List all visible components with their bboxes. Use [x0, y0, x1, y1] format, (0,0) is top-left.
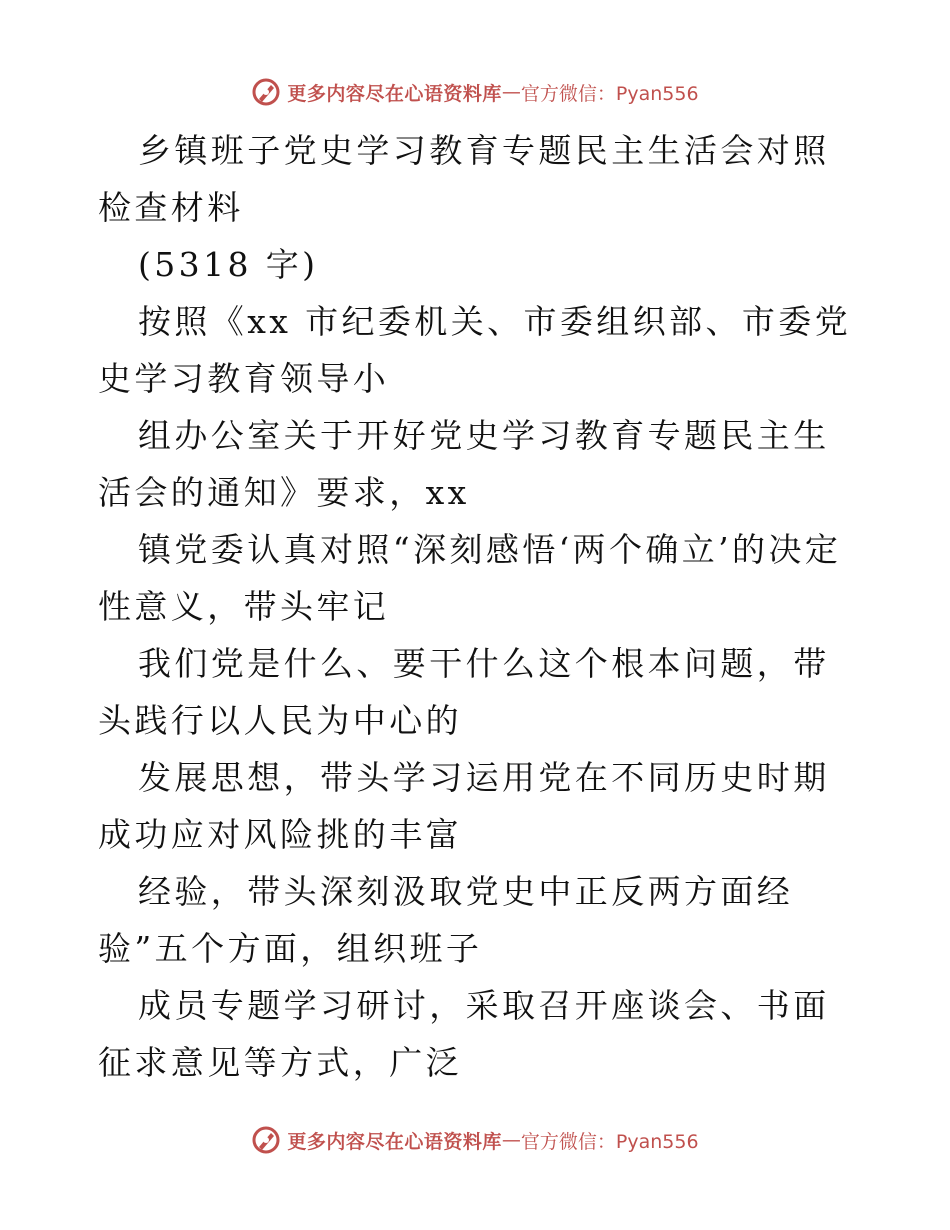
paragraph: 成员专题学习研讨，采取召开座谈会、书面征求意见等方式，广泛: [98, 986, 830, 1082]
paragraph: 按照《xx 市纪委机关、市委组织部、市委党史学习教育领导小: [98, 302, 852, 398]
document-title: 乡镇班子党史学习教育专题民主生活会对照检查材料: [98, 131, 830, 227]
footer-banner: [0, 1120, 950, 1160]
word-count: (5318 字): [138, 245, 319, 284]
header-banner-text: 更多内容尽在心语资料库: [287, 82, 502, 105]
document-body: [98, 122, 858, 1091]
paragraph: 经验，带头深刻汲取党史中正反两方面经验”五个方面，组织班子: [98, 872, 794, 968]
footer-banner-text: 更多内容尽在心语资料库: [287, 1130, 502, 1153]
paragraph: 镇党委认真对照“深刻感悟‘两个确立’的决定性意义，带头牢记: [98, 530, 842, 626]
paragraph: 我们党是什么、要干什么这个根本问题，带头践行以人民为中心的: [98, 644, 830, 740]
header-banner: [0, 72, 950, 112]
header-banner-wechat: 官方微信：Pyan556: [520, 82, 699, 105]
pen-circle-logo-icon: [251, 77, 281, 107]
paragraph: 组办公室关于开好党史学习教育专题民主生活会的通知》要求，xx: [98, 416, 830, 512]
header-banner-separator: —: [501, 81, 521, 103]
footer-banner-separator: —: [501, 1129, 521, 1151]
pen-circle-logo-icon: [251, 1125, 281, 1155]
paragraph: 发展思想，带头学习运用党在不同历史时期成功应对风险挑的丰富: [98, 758, 830, 854]
footer-banner-wechat: 官方微信：Pyan556: [520, 1130, 699, 1153]
